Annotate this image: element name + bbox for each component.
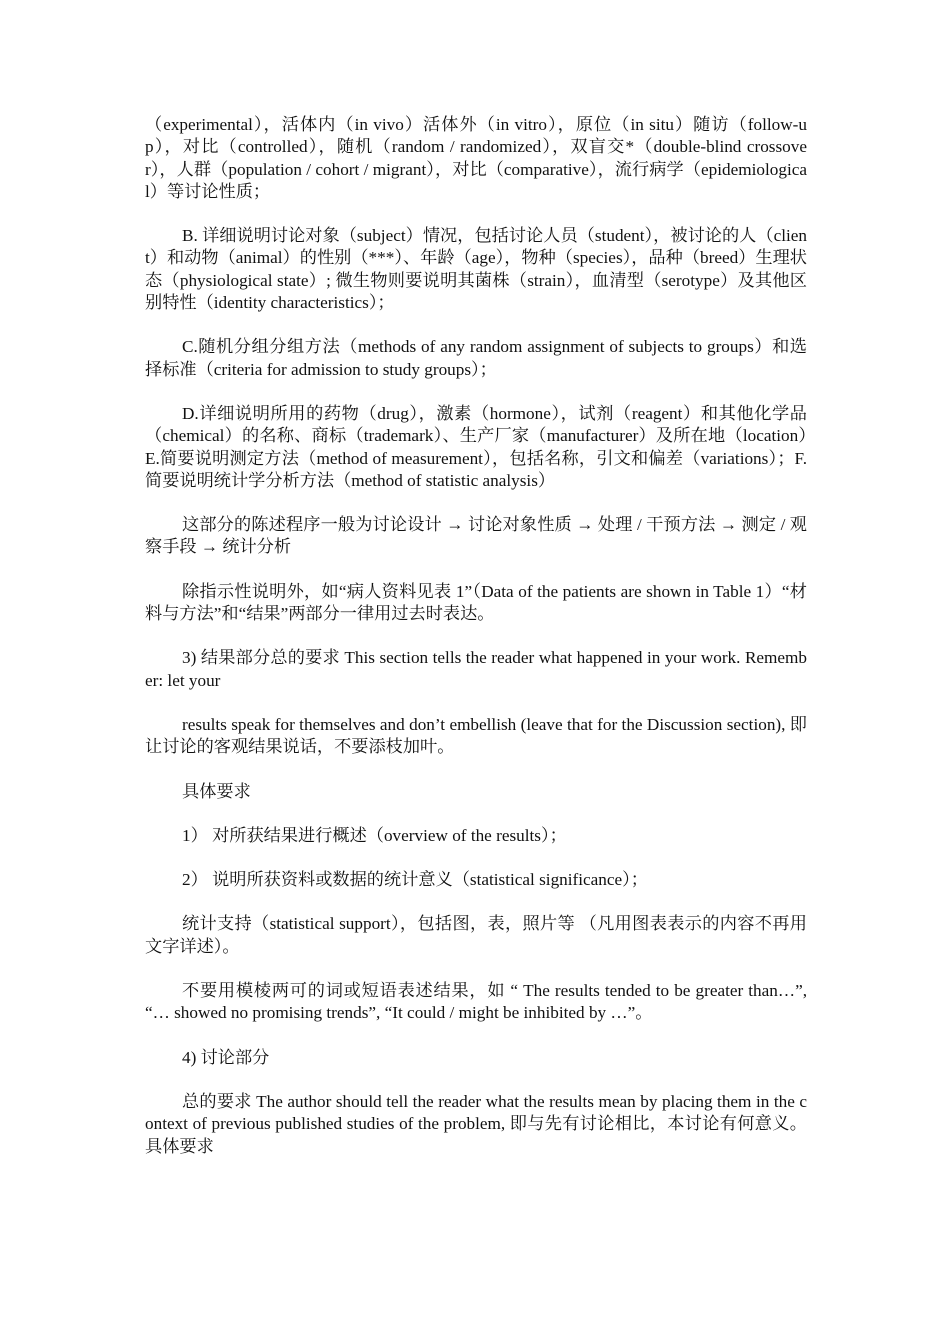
paragraph-methods-tense: 除指示性说明外，如“病人资料见表 1”（Data of the patients are shown in Table 1）“材料与方法”和“结果”两部分一律用过去时表达。 <box>145 581 807 624</box>
paragraph-results-intro: results speak for themselves and don’t embellish (leave that for the Discussion section), 即让讨论的客观结果说话，不要添枝加叶。 <box>145 714 807 757</box>
paragraph-methods-order: 这部分的陈述程序一般为讨论设计 → 讨论对象性质 → 处理 / 干预方法 → 测定 / 观察手段 → 统计分析 <box>145 515 807 557</box>
paragraph-results-vague: 不要用模棱两可的词或短语表述结果，如 “ The results tended to be greater than…”, “… showed no promising trends”, “It could / might be inhibited by …”。 <box>145 981 807 1023</box>
paragraph-discussion-heading: 4) 讨论部分 <box>182 1047 270 1067</box>
paragraph-results-item-1: 1） 对所获结果进行概述（overview of the results）； <box>182 825 567 845</box>
document-page <box>145 114 807 1180</box>
paragraph-methods-c: C.随机分组分组方法（methods of any random assignment of subjects to groups）和选择标准（criteria for admission to study groups）； <box>145 337 807 379</box>
paragraph-results-heading: 3) 结果部分总的要求 This section tells the reader what happened in your work. Remember: let your <box>145 648 807 690</box>
paragraph-results-specific: 具体要求 <box>182 781 251 801</box>
paragraph-results-support: 统计支持（statistical support），包括图，表，照片等 （凡用图表表示的内容不再用文字详述）。 <box>145 914 807 956</box>
paragraph-results-item-2: 2） 说明所获资料或数据的统计意义（statistical significance）； <box>182 870 648 890</box>
paragraph-methods-d: D.详细说明所用的药物（drug），激素（hormone），试剂（reagent）和其他化学品（chemical）的名称、商标（trademark）、生产厂家（manufacturer）及所在地（location）E.简要说明测定方法（method of measurement），包括名称，引文和偏差（variations）；F.简要说明统计学分析方法（method of statistic analysis） <box>145 403 807 490</box>
paragraph-discussion-intro: 总的要求 The author should tell the reader what the results mean by placing them in the context of previous published studies of the problem, 即与先有讨论相比，本讨论有何意义。具体要求 <box>145 1091 807 1156</box>
paragraph-methods-nature: （experimental），活体内（in vivo）活体外（in vitro），原位（in situ）随访（follow-up），对比（controlled），随机（random / randomized），双盲交*（double-blind crossover），人群（population / cohort / migrant），对比（comparative），流行病学（epidemiological）等讨论性质； <box>145 115 807 201</box>
paragraph-methods-b: B. 详细说明讨论对象（subject）情况，包括讨论人员（student），被讨论的人（client）和动物（animal）的性别（***）、年龄（age），物种（species），品种（breed）生理状态（physiological state）; 微生物则要说明其菌株（strain），血清型（serotype）及其他区别特性（identity characteristics）； <box>145 226 807 313</box>
